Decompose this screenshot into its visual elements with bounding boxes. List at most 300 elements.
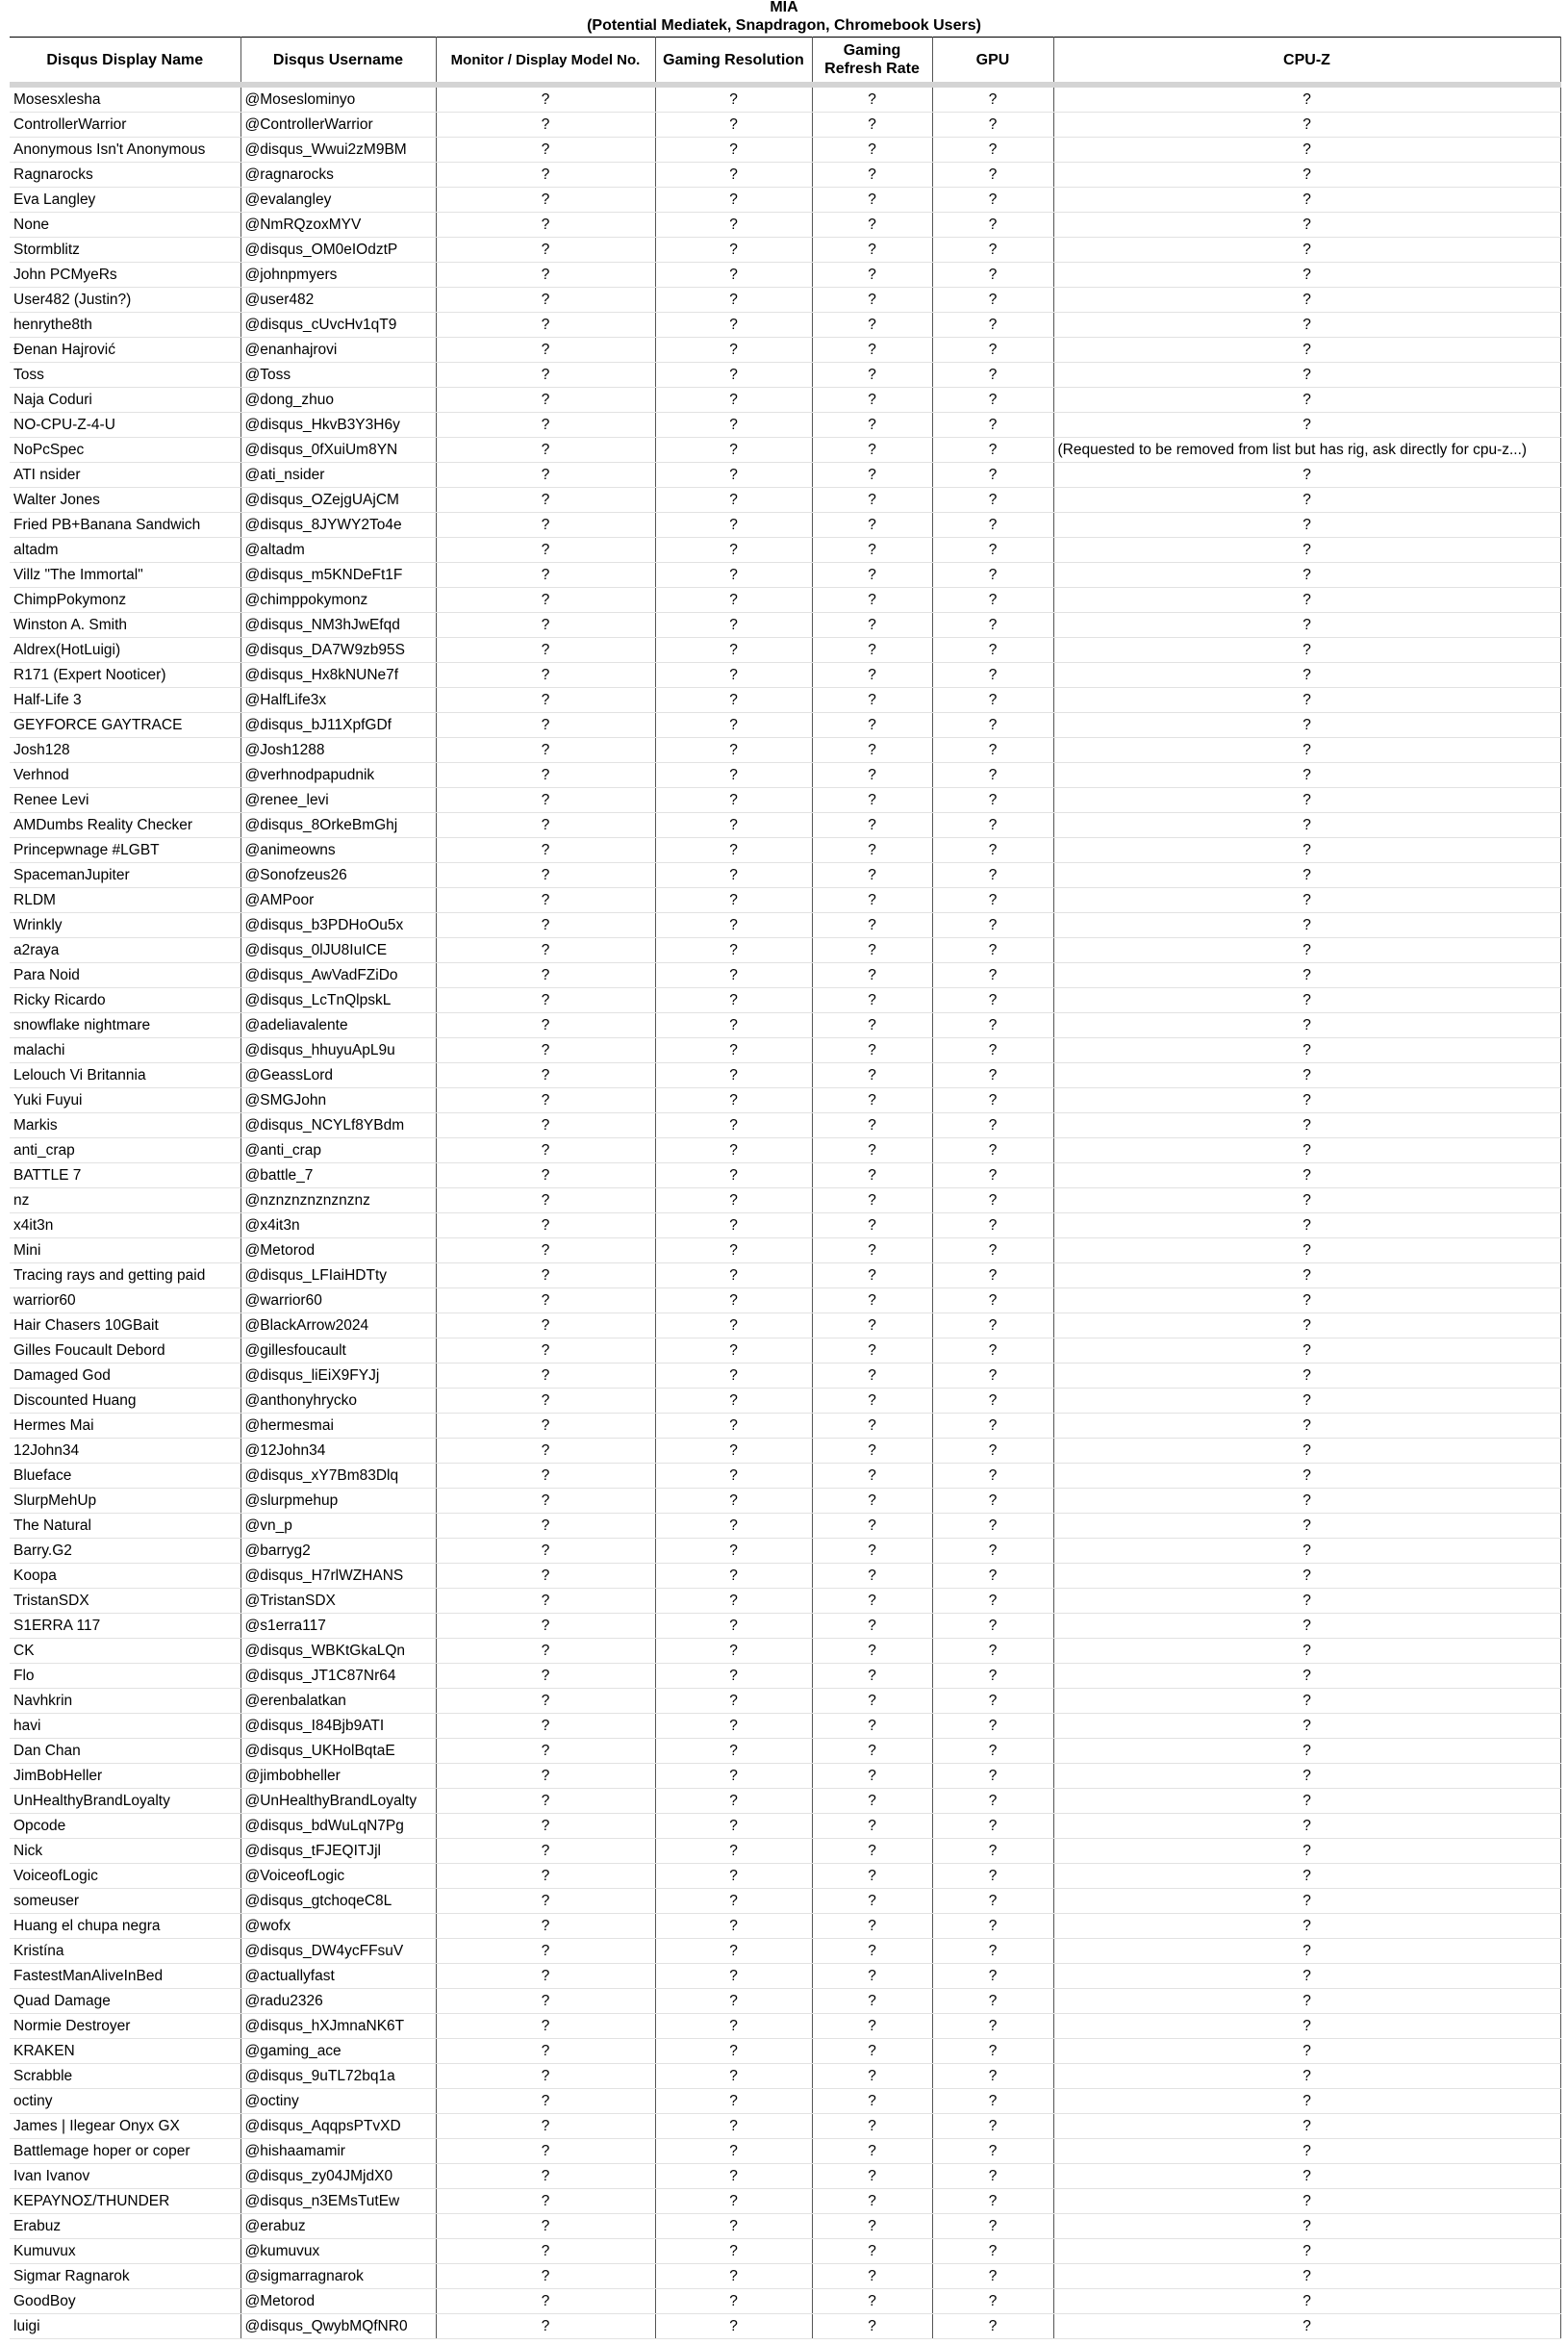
cell-gaming-resolution[interactable]: ? bbox=[655, 1739, 812, 1764]
cell-refresh-rate[interactable]: ? bbox=[812, 488, 932, 513]
cell-display-name[interactable]: Sigmar Ragnarok bbox=[10, 2264, 240, 2289]
cell-display-name[interactable]: Wrinkly bbox=[10, 913, 240, 938]
cell-display-name[interactable]: Erabuz bbox=[10, 2214, 240, 2239]
cell-cpu-z[interactable]: ? bbox=[1053, 2164, 1560, 2189]
cell-gpu[interactable]: ? bbox=[932, 1439, 1053, 1464]
cell-gaming-resolution[interactable]: ? bbox=[655, 1238, 812, 1263]
cell-username[interactable]: @evalangley bbox=[240, 188, 436, 213]
cell-username[interactable]: @disqus_tFJEQITJjl bbox=[240, 1839, 436, 1864]
cell-gaming-resolution[interactable]: ? bbox=[655, 1639, 812, 1664]
cell-username[interactable]: @disqus_LcTnQlpskL bbox=[240, 988, 436, 1013]
cell-gpu[interactable]: ? bbox=[932, 338, 1053, 363]
cell-username[interactable]: @user482 bbox=[240, 288, 436, 313]
cell-gaming-resolution[interactable]: ? bbox=[655, 513, 812, 538]
cell-gaming-resolution[interactable]: ? bbox=[655, 538, 812, 563]
cell-gaming-resolution[interactable]: ? bbox=[655, 1213, 812, 1238]
cell-gpu[interactable]: ? bbox=[932, 1213, 1053, 1238]
cell-gpu[interactable]: ? bbox=[932, 788, 1053, 813]
cell-cpu-z[interactable]: ? bbox=[1053, 1113, 1560, 1138]
cell-display-name[interactable]: Đenan Hajrović bbox=[10, 338, 240, 363]
cell-refresh-rate[interactable]: ? bbox=[812, 1439, 932, 1464]
cell-username[interactable]: @disqus_xY7Bm83Dlq bbox=[240, 1464, 436, 1489]
cell-monitor-model[interactable]: ? bbox=[436, 263, 655, 288]
cell-gaming-resolution[interactable]: ? bbox=[655, 2014, 812, 2039]
cell-monitor-model[interactable]: ? bbox=[436, 1939, 655, 1964]
cell-refresh-rate[interactable]: ? bbox=[812, 1313, 932, 1338]
cell-gpu[interactable]: ? bbox=[932, 938, 1053, 963]
cell-gaming-resolution[interactable]: ? bbox=[655, 863, 812, 888]
cell-refresh-rate[interactable]: ? bbox=[812, 963, 932, 988]
cell-refresh-rate[interactable]: ? bbox=[812, 1714, 932, 1739]
cell-gpu[interactable]: ? bbox=[932, 1964, 1053, 1989]
cell-display-name[interactable]: Kumuvux bbox=[10, 2239, 240, 2264]
cell-gpu[interactable]: ? bbox=[932, 613, 1053, 638]
cell-username[interactable]: @animeowns bbox=[240, 838, 436, 863]
cell-display-name[interactable]: a2raya bbox=[10, 938, 240, 963]
cell-gaming-resolution[interactable]: ? bbox=[655, 238, 812, 263]
cell-cpu-z[interactable]: ? bbox=[1053, 863, 1560, 888]
cell-monitor-model[interactable]: ? bbox=[436, 1338, 655, 1364]
cell-monitor-model[interactable]: ? bbox=[436, 313, 655, 338]
cell-refresh-rate[interactable]: ? bbox=[812, 1789, 932, 1814]
cell-gaming-resolution[interactable]: ? bbox=[655, 638, 812, 663]
cell-display-name[interactable]: Mini bbox=[10, 1238, 240, 1263]
cell-cpu-z[interactable]: ? bbox=[1053, 1088, 1560, 1113]
cell-cpu-z[interactable]: ? bbox=[1053, 1689, 1560, 1714]
cell-gpu[interactable]: ? bbox=[932, 363, 1053, 388]
cell-username[interactable]: @x4it3n bbox=[240, 1213, 436, 1238]
cell-monitor-model[interactable]: ? bbox=[436, 1889, 655, 1914]
cell-refresh-rate[interactable]: ? bbox=[812, 338, 932, 363]
cell-gpu[interactable]: ? bbox=[932, 2064, 1053, 2089]
cell-refresh-rate[interactable]: ? bbox=[812, 813, 932, 838]
cell-display-name[interactable]: CK bbox=[10, 1639, 240, 1664]
cell-username[interactable]: @barryg2 bbox=[240, 1539, 436, 1564]
cell-gpu[interactable]: ? bbox=[932, 563, 1053, 588]
cell-username[interactable]: @Toss bbox=[240, 363, 436, 388]
cell-gaming-resolution[interactable]: ? bbox=[655, 2289, 812, 2314]
cell-monitor-model[interactable]: ? bbox=[436, 2114, 655, 2139]
cell-refresh-rate[interactable]: ? bbox=[812, 638, 932, 663]
cell-gpu[interactable]: ? bbox=[932, 2314, 1053, 2339]
cell-username[interactable]: @AMPoor bbox=[240, 888, 436, 913]
cell-cpu-z[interactable]: ? bbox=[1053, 638, 1560, 663]
cell-cpu-z[interactable]: ? bbox=[1053, 85, 1560, 113]
cell-gpu[interactable]: ? bbox=[932, 1639, 1053, 1664]
cell-display-name[interactable]: Opcode bbox=[10, 1814, 240, 1839]
cell-cpu-z[interactable]: ? bbox=[1053, 2064, 1560, 2089]
cell-gaming-resolution[interactable]: ? bbox=[655, 1839, 812, 1864]
cell-display-name[interactable]: havi bbox=[10, 1714, 240, 1739]
cell-refresh-rate[interactable]: ? bbox=[812, 1564, 932, 1589]
cell-gaming-resolution[interactable]: ? bbox=[655, 763, 812, 788]
cell-monitor-model[interactable]: ? bbox=[436, 2239, 655, 2264]
cell-gaming-resolution[interactable]: ? bbox=[655, 2264, 812, 2289]
cell-cpu-z[interactable]: ? bbox=[1053, 2114, 1560, 2139]
cell-display-name[interactable]: Walter Jones bbox=[10, 488, 240, 513]
cell-gaming-resolution[interactable]: ? bbox=[655, 1389, 812, 1414]
cell-gpu[interactable]: ? bbox=[932, 588, 1053, 613]
cell-cpu-z[interactable]: ? bbox=[1053, 113, 1560, 138]
cell-cpu-z[interactable]: ? bbox=[1053, 1364, 1560, 1389]
cell-gaming-resolution[interactable]: ? bbox=[655, 588, 812, 613]
cell-gpu[interactable]: ? bbox=[932, 1764, 1053, 1789]
cell-display-name[interactable]: TristanSDX bbox=[10, 1589, 240, 1614]
cell-gaming-resolution[interactable]: ? bbox=[655, 938, 812, 963]
cell-gaming-resolution[interactable]: ? bbox=[655, 663, 812, 688]
cell-display-name[interactable]: nz bbox=[10, 1188, 240, 1213]
cell-gaming-resolution[interactable]: ? bbox=[655, 1063, 812, 1088]
cell-cpu-z[interactable]: ? bbox=[1053, 2189, 1560, 2214]
cell-display-name[interactable]: Yuki Fuyui bbox=[10, 1088, 240, 1113]
cell-gpu[interactable]: ? bbox=[932, 1864, 1053, 1889]
cell-gaming-resolution[interactable]: ? bbox=[655, 2214, 812, 2239]
cell-cpu-z[interactable]: ? bbox=[1053, 2239, 1560, 2264]
cell-monitor-model[interactable]: ? bbox=[436, 1213, 655, 1238]
cell-monitor-model[interactable]: ? bbox=[436, 638, 655, 663]
cell-gaming-resolution[interactable]: ? bbox=[655, 1313, 812, 1338]
cell-display-name[interactable]: Battlemage hoper or coper bbox=[10, 2139, 240, 2164]
cell-gaming-resolution[interactable]: ? bbox=[655, 1889, 812, 1914]
cell-refresh-rate[interactable]: ? bbox=[812, 413, 932, 438]
cell-gaming-resolution[interactable]: ? bbox=[655, 413, 812, 438]
cell-display-name[interactable]: Scrabble bbox=[10, 2064, 240, 2089]
cell-username[interactable]: @disqus_n3EMsTutEw bbox=[240, 2189, 436, 2214]
cell-username[interactable]: @disqus_NM3hJwEfqd bbox=[240, 613, 436, 638]
cell-cpu-z[interactable]: ? bbox=[1053, 1939, 1560, 1964]
cell-username[interactable]: @jimbobheller bbox=[240, 1764, 436, 1789]
header-gaming-resolution[interactable]: Gaming Resolution bbox=[655, 38, 812, 86]
cell-refresh-rate[interactable]: ? bbox=[812, 2064, 932, 2089]
cell-display-name[interactable]: KRAKEN bbox=[10, 2039, 240, 2064]
cell-gpu[interactable]: ? bbox=[932, 1464, 1053, 1489]
cell-gpu[interactable]: ? bbox=[932, 1414, 1053, 1439]
cell-refresh-rate[interactable]: ? bbox=[812, 938, 932, 963]
cell-username[interactable]: @disqus_8JYWY2To4e bbox=[240, 513, 436, 538]
cell-gpu[interactable]: ? bbox=[932, 638, 1053, 663]
cell-cpu-z[interactable]: ? bbox=[1053, 738, 1560, 763]
cell-cpu-z[interactable]: ? bbox=[1053, 1213, 1560, 1238]
cell-gpu[interactable]: ? bbox=[932, 188, 1053, 213]
cell-cpu-z[interactable]: ? bbox=[1053, 1338, 1560, 1364]
cell-refresh-rate[interactable]: ? bbox=[812, 85, 932, 113]
cell-monitor-model[interactable]: ? bbox=[436, 1664, 655, 1689]
cell-gaming-resolution[interactable]: ? bbox=[655, 213, 812, 238]
cell-display-name[interactable]: Hermes Mai bbox=[10, 1414, 240, 1439]
cell-cpu-z[interactable]: ? bbox=[1053, 938, 1560, 963]
cell-username[interactable]: @altadm bbox=[240, 538, 436, 563]
cell-username[interactable]: @erabuz bbox=[240, 2214, 436, 2239]
cell-refresh-rate[interactable]: ? bbox=[812, 1338, 932, 1364]
cell-username[interactable]: @GeassLord bbox=[240, 1063, 436, 1088]
cell-gaming-resolution[interactable]: ? bbox=[655, 1489, 812, 1514]
cell-gpu[interactable]: ? bbox=[932, 763, 1053, 788]
cell-gaming-resolution[interactable]: ? bbox=[655, 1689, 812, 1714]
cell-display-name[interactable]: snowflake nightmare bbox=[10, 1013, 240, 1038]
cell-gaming-resolution[interactable]: ? bbox=[655, 563, 812, 588]
cell-gpu[interactable]: ? bbox=[932, 538, 1053, 563]
cell-cpu-z[interactable]: ? bbox=[1053, 1914, 1560, 1939]
cell-display-name[interactable]: anti_crap bbox=[10, 1138, 240, 1163]
cell-gpu[interactable]: ? bbox=[932, 688, 1053, 713]
cell-gaming-resolution[interactable]: ? bbox=[655, 888, 812, 913]
cell-monitor-model[interactable]: ? bbox=[436, 363, 655, 388]
header-monitor-model[interactable]: Monitor / Display Model No. bbox=[436, 38, 655, 86]
cell-gpu[interactable]: ? bbox=[932, 1389, 1053, 1414]
cell-refresh-rate[interactable]: ? bbox=[812, 2239, 932, 2264]
cell-username[interactable]: @disqus_DW4ycFFsuV bbox=[240, 1939, 436, 1964]
cell-gpu[interactable]: ? bbox=[932, 863, 1053, 888]
cell-cpu-z[interactable]: ? bbox=[1053, 2214, 1560, 2239]
cell-monitor-model[interactable]: ? bbox=[436, 1689, 655, 1714]
cell-gpu[interactable]: ? bbox=[932, 2189, 1053, 2214]
cell-gpu[interactable]: ? bbox=[932, 288, 1053, 313]
cell-gpu[interactable]: ? bbox=[932, 413, 1053, 438]
header-display-name[interactable]: Disqus Display Name bbox=[10, 38, 240, 86]
cell-username[interactable]: @actuallyfast bbox=[240, 1964, 436, 1989]
cell-gaming-resolution[interactable]: ? bbox=[655, 1088, 812, 1113]
cell-monitor-model[interactable]: ? bbox=[436, 1489, 655, 1514]
cell-gaming-resolution[interactable]: ? bbox=[655, 138, 812, 163]
cell-username[interactable]: @disqus_HkvB3Y3H6y bbox=[240, 413, 436, 438]
cell-gpu[interactable]: ? bbox=[932, 2139, 1053, 2164]
cell-monitor-model[interactable]: ? bbox=[436, 463, 655, 488]
cell-cpu-z[interactable]: ? bbox=[1053, 2289, 1560, 2314]
cell-refresh-rate[interactable]: ? bbox=[812, 188, 932, 213]
cell-monitor-model[interactable]: ? bbox=[436, 1539, 655, 1564]
cell-cpu-z[interactable]: ? bbox=[1053, 663, 1560, 688]
cell-monitor-model[interactable]: ? bbox=[436, 838, 655, 863]
cell-display-name[interactable]: BATTLE 7 bbox=[10, 1163, 240, 1188]
cell-refresh-rate[interactable]: ? bbox=[812, 163, 932, 188]
cell-monitor-model[interactable]: ? bbox=[436, 1238, 655, 1263]
cell-display-name[interactable]: RLDM bbox=[10, 888, 240, 913]
cell-cpu-z[interactable]: ? bbox=[1053, 1989, 1560, 2014]
cell-display-name[interactable]: Navhkrin bbox=[10, 1689, 240, 1714]
cell-gaming-resolution[interactable]: ? bbox=[655, 1338, 812, 1364]
cell-gaming-resolution[interactable]: ? bbox=[655, 1113, 812, 1138]
cell-gaming-resolution[interactable]: ? bbox=[655, 613, 812, 638]
cell-gaming-resolution[interactable]: ? bbox=[655, 1714, 812, 1739]
cell-username[interactable]: @renee_levi bbox=[240, 788, 436, 813]
cell-monitor-model[interactable]: ? bbox=[436, 2064, 655, 2089]
cell-cpu-z[interactable]: ? bbox=[1053, 1238, 1560, 1263]
cell-cpu-z[interactable]: ? bbox=[1053, 1163, 1560, 1188]
cell-display-name[interactable]: Huang el chupa negra bbox=[10, 1914, 240, 1939]
cell-refresh-rate[interactable]: ? bbox=[812, 1639, 932, 1664]
cell-username[interactable]: @chimppokymonz bbox=[240, 588, 436, 613]
cell-username[interactable]: @ControllerWarrior bbox=[240, 113, 436, 138]
cell-cpu-z[interactable]: ? bbox=[1053, 713, 1560, 738]
cell-refresh-rate[interactable]: ? bbox=[812, 1113, 932, 1138]
cell-gpu[interactable]: ? bbox=[932, 2214, 1053, 2239]
cell-display-name[interactable]: Kristína bbox=[10, 1939, 240, 1964]
cell-refresh-rate[interactable]: ? bbox=[812, 313, 932, 338]
cell-cpu-z[interactable]: ? bbox=[1053, 2014, 1560, 2039]
cell-monitor-model[interactable]: ? bbox=[436, 238, 655, 263]
cell-username[interactable]: @HalfLife3x bbox=[240, 688, 436, 713]
cell-monitor-model[interactable]: ? bbox=[436, 163, 655, 188]
cell-cpu-z[interactable]: ? bbox=[1053, 1564, 1560, 1589]
cell-gpu[interactable]: ? bbox=[932, 1288, 1053, 1313]
cell-cpu-z[interactable]: ? bbox=[1053, 238, 1560, 263]
cell-refresh-rate[interactable]: ? bbox=[812, 613, 932, 638]
cell-refresh-rate[interactable]: ? bbox=[812, 1814, 932, 1839]
cell-username[interactable]: @Metorod bbox=[240, 1238, 436, 1263]
cell-gpu[interactable]: ? bbox=[932, 813, 1053, 838]
cell-cpu-z[interactable]: ? bbox=[1053, 313, 1560, 338]
cell-refresh-rate[interactable]: ? bbox=[812, 513, 932, 538]
cell-monitor-model[interactable]: ? bbox=[436, 1789, 655, 1814]
cell-display-name[interactable]: AMDumbs Reality Checker bbox=[10, 813, 240, 838]
cell-gpu[interactable]: ? bbox=[932, 1664, 1053, 1689]
cell-monitor-model[interactable]: ? bbox=[436, 1163, 655, 1188]
cell-cpu-z[interactable]: ? bbox=[1053, 988, 1560, 1013]
cell-display-name[interactable]: Ivan Ivanov bbox=[10, 2164, 240, 2189]
cell-refresh-rate[interactable]: ? bbox=[812, 1664, 932, 1689]
cell-gaming-resolution[interactable]: ? bbox=[655, 113, 812, 138]
cell-cpu-z[interactable]: ? bbox=[1053, 338, 1560, 363]
cell-refresh-rate[interactable]: ? bbox=[812, 2114, 932, 2139]
cell-cpu-z[interactable]: (Requested to be removed from list but has rig, ask directly for cpu-z...) bbox=[1053, 438, 1560, 463]
cell-username[interactable]: @disqus_OZejgUAjCM bbox=[240, 488, 436, 513]
cell-refresh-rate[interactable]: ? bbox=[812, 1063, 932, 1088]
cell-gpu[interactable]: ? bbox=[932, 1188, 1053, 1213]
cell-refresh-rate[interactable]: ? bbox=[812, 1038, 932, 1063]
cell-username[interactable]: @disqus_H7rlWZHANS bbox=[240, 1564, 436, 1589]
cell-refresh-rate[interactable]: ? bbox=[812, 263, 932, 288]
cell-monitor-model[interactable]: ? bbox=[436, 1088, 655, 1113]
cell-monitor-model[interactable]: ? bbox=[436, 988, 655, 1013]
cell-username[interactable]: @disqus_AwVadFZiDo bbox=[240, 963, 436, 988]
cell-gpu[interactable]: ? bbox=[932, 163, 1053, 188]
cell-username[interactable]: @gaming_ace bbox=[240, 2039, 436, 2064]
cell-username[interactable]: @Sonofzeus26 bbox=[240, 863, 436, 888]
cell-username[interactable]: @disqus_bdWuLqN7Pg bbox=[240, 1814, 436, 1839]
cell-cpu-z[interactable]: ? bbox=[1053, 1639, 1560, 1664]
cell-username[interactable]: @anti_crap bbox=[240, 1138, 436, 1163]
cell-display-name[interactable]: warrior60 bbox=[10, 1288, 240, 1313]
cell-display-name[interactable]: Blueface bbox=[10, 1464, 240, 1489]
cell-monitor-model[interactable]: ? bbox=[436, 1138, 655, 1163]
cell-gpu[interactable]: ? bbox=[932, 713, 1053, 738]
cell-refresh-rate[interactable]: ? bbox=[812, 1088, 932, 1113]
cell-gaming-resolution[interactable]: ? bbox=[655, 1163, 812, 1188]
cell-gaming-resolution[interactable]: ? bbox=[655, 738, 812, 763]
cell-refresh-rate[interactable]: ? bbox=[812, 738, 932, 763]
cell-cpu-z[interactable]: ? bbox=[1053, 138, 1560, 163]
cell-refresh-rate[interactable]: ? bbox=[812, 388, 932, 413]
cell-refresh-rate[interactable]: ? bbox=[812, 1238, 932, 1263]
cell-cpu-z[interactable]: ? bbox=[1053, 963, 1560, 988]
cell-cpu-z[interactable]: ? bbox=[1053, 563, 1560, 588]
cell-gaming-resolution[interactable]: ? bbox=[655, 1564, 812, 1589]
cell-gpu[interactable]: ? bbox=[932, 313, 1053, 338]
cell-gaming-resolution[interactable]: ? bbox=[655, 463, 812, 488]
cell-gpu[interactable]: ? bbox=[932, 1138, 1053, 1163]
cell-display-name[interactable]: GoodBoy bbox=[10, 2289, 240, 2314]
cell-display-name[interactable]: Half-Life 3 bbox=[10, 688, 240, 713]
cell-cpu-z[interactable]: ? bbox=[1053, 1614, 1560, 1639]
cell-refresh-rate[interactable]: ? bbox=[812, 1464, 932, 1489]
cell-display-name[interactable]: NoPcSpec bbox=[10, 438, 240, 463]
cell-monitor-model[interactable]: ? bbox=[436, 113, 655, 138]
cell-refresh-rate[interactable]: ? bbox=[812, 713, 932, 738]
cell-gpu[interactable]: ? bbox=[932, 213, 1053, 238]
cell-username[interactable]: @radu2326 bbox=[240, 1989, 436, 2014]
cell-monitor-model[interactable]: ? bbox=[436, 213, 655, 238]
cell-username[interactable]: @UnHealthyBrandLoyalty bbox=[240, 1789, 436, 1814]
cell-refresh-rate[interactable]: ? bbox=[812, 1989, 932, 2014]
cell-refresh-rate[interactable]: ? bbox=[812, 763, 932, 788]
cell-gpu[interactable]: ? bbox=[932, 388, 1053, 413]
cell-display-name[interactable]: Koopa bbox=[10, 1564, 240, 1589]
cell-monitor-model[interactable]: ? bbox=[436, 1288, 655, 1313]
cell-gpu[interactable]: ? bbox=[932, 2089, 1053, 2114]
cell-display-name[interactable]: Stormblitz bbox=[10, 238, 240, 263]
cell-username[interactable]: @disqus_DA7W9zb95S bbox=[240, 638, 436, 663]
cell-gaming-resolution[interactable]: ? bbox=[655, 1439, 812, 1464]
cell-gpu[interactable]: ? bbox=[932, 1714, 1053, 1739]
cell-refresh-rate[interactable]: ? bbox=[812, 888, 932, 913]
cell-gpu[interactable]: ? bbox=[932, 1013, 1053, 1038]
cell-cpu-z[interactable]: ? bbox=[1053, 838, 1560, 863]
cell-gaming-resolution[interactable]: ? bbox=[655, 1539, 812, 1564]
cell-monitor-model[interactable]: ? bbox=[436, 438, 655, 463]
cell-cpu-z[interactable]: ? bbox=[1053, 1414, 1560, 1439]
cell-username[interactable]: @disqus_b3PDHoOu5x bbox=[240, 913, 436, 938]
cell-username[interactable]: @sigmarragnarok bbox=[240, 2264, 436, 2289]
cell-gpu[interactable]: ? bbox=[932, 2264, 1053, 2289]
cell-username[interactable]: @adeliavalente bbox=[240, 1013, 436, 1038]
cell-gpu[interactable]: ? bbox=[932, 1163, 1053, 1188]
cell-gpu[interactable]: ? bbox=[932, 1589, 1053, 1614]
cell-monitor-model[interactable]: ? bbox=[436, 1364, 655, 1389]
cell-cpu-z[interactable]: ? bbox=[1053, 1188, 1560, 1213]
cell-username[interactable]: @disqus_0lJU8IuICE bbox=[240, 938, 436, 963]
cell-username[interactable]: @disqus_gtchoqeC8L bbox=[240, 1889, 436, 1914]
cell-monitor-model[interactable]: ? bbox=[436, 663, 655, 688]
cell-monitor-model[interactable]: ? bbox=[436, 2164, 655, 2189]
cell-monitor-model[interactable]: ? bbox=[436, 1389, 655, 1414]
cell-display-name[interactable]: R171 (Expert Nooticer) bbox=[10, 663, 240, 688]
cell-monitor-model[interactable]: ? bbox=[436, 863, 655, 888]
cell-cpu-z[interactable]: ? bbox=[1053, 188, 1560, 213]
cell-display-name[interactable]: Verhnod bbox=[10, 763, 240, 788]
cell-username[interactable]: @disqus_Hx8kNUNe7f bbox=[240, 663, 436, 688]
cell-display-name[interactable]: Hair Chasers 10GBait bbox=[10, 1313, 240, 1338]
cell-username[interactable]: @disqus_NCYLf8YBdm bbox=[240, 1113, 436, 1138]
cell-gaming-resolution[interactable]: ? bbox=[655, 1589, 812, 1614]
cell-cpu-z[interactable]: ? bbox=[1053, 813, 1560, 838]
cell-monitor-model[interactable]: ? bbox=[436, 763, 655, 788]
cell-gaming-resolution[interactable]: ? bbox=[655, 1414, 812, 1439]
cell-refresh-rate[interactable]: ? bbox=[812, 2289, 932, 2314]
cell-gaming-resolution[interactable]: ? bbox=[655, 1514, 812, 1539]
cell-monitor-model[interactable]: ? bbox=[436, 2214, 655, 2239]
cell-display-name[interactable]: x4it3n bbox=[10, 1213, 240, 1238]
cell-monitor-model[interactable]: ? bbox=[436, 688, 655, 713]
cell-gaming-resolution[interactable]: ? bbox=[655, 963, 812, 988]
cell-gaming-resolution[interactable]: ? bbox=[655, 1764, 812, 1789]
cell-gaming-resolution[interactable]: ? bbox=[655, 988, 812, 1013]
cell-cpu-z[interactable]: ? bbox=[1053, 1839, 1560, 1864]
cell-gaming-resolution[interactable]: ? bbox=[655, 1614, 812, 1639]
cell-gaming-resolution[interactable]: ? bbox=[655, 1464, 812, 1489]
cell-display-name[interactable]: 12John34 bbox=[10, 1439, 240, 1464]
cell-display-name[interactable]: Lelouch Vi Britannia bbox=[10, 1063, 240, 1088]
cell-monitor-model[interactable]: ? bbox=[436, 1589, 655, 1614]
